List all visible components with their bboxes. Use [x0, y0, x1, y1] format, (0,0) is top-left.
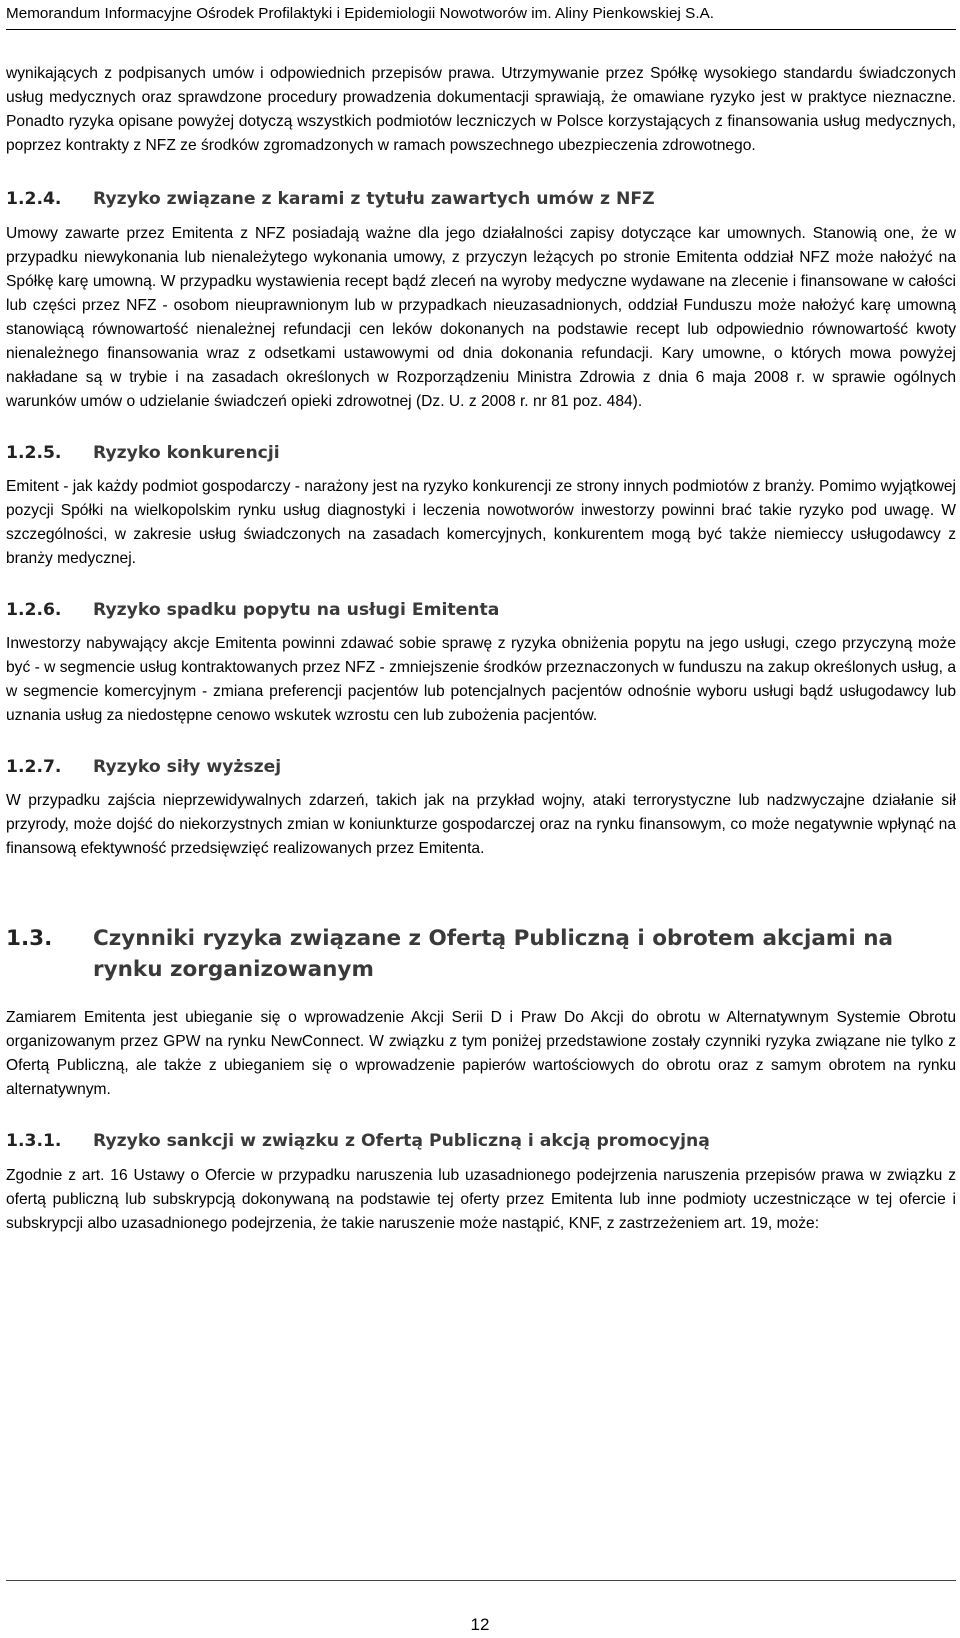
page-number: 12 — [470, 1615, 490, 1634]
section-title: Ryzyko konkurencji — [93, 443, 280, 463]
section-number: 1.3.1. — [6, 1131, 62, 1151]
section-number: 1.3. — [6, 926, 53, 951]
section-heading-1-2-7 — [6, 755, 956, 779]
section-text-1-2-4: Umowy zawarte przez Emitenta z NFZ posiadają ważne dla jego działalności zapisy dotyczące kar umownych. Stanowią one, że w przypadku niewykonania lub nienależytego wykonania umowy, z przyczyn leżących po stronie Emitenta oddział NFZ może nałożyć na Spółkę karę umowną. W przypadku wystawienia recept bądź zleceń na wyroby medyczne wydawane na zlecenie i finansowane w całości lub części przez NFZ - osobom nieuprawnionym lub w przypadkach nieuzasadnionych, oddział Funduszu może nałożyć karę umowną stanowiącą równowartość nienależnej refundacji cen leków dokonanych na podstawie recept lub odpowiednio równowartość kwoty nienależnego finansowania wraz z odsetkami ustawowymi od dnia dokonania refundacji. Kary umowne, o których mowa powyżej nakładane są w trybie i na zasadach określonych w Rozporządzeniu Ministra Zdrowia z dnia 6 maja 2008 r. w sprawie ogólnych warunków umów o udzielanie świadczeń opieki zdrowotnej (Dz. U. z 2008 r. nr 81 poz. 484). — [6, 225, 956, 410]
intro-paragraph: wynikających z podpisanych umów i odpowiednich przepisów prawa. Utrzymywanie przez Spółkę wysokiego standardu świadczonych usług medycznych oraz sprawdzone procedury prowadzenia dokumentacji sprawiają, że omawiane ryzyko jest w praktyce nieznaczne. Ponadto ryzyka opisane powyżej dotyczą wszystkich podmiotów leczniczych w Polsce korzystających z finansowania usług medycznych, poprzez kontrakty z NFZ ze środków zgromadzonych w ramach powszechnego ubezpieczenia zdrowotnego. — [6, 65, 956, 154]
section-number: 1.2.7. — [6, 757, 62, 777]
section-text-1-2-6: Inwestorzy nabywający akcje Emitenta powinni zdawać sobie sprawę z ryzyka obniżenia popytu na jego usługi, czego przyczyną może być - w segmencie usług kontraktowanych przez NFZ - zmniejszenie środków przeznaczonych w funduszu na zakup określonych usług, a w segmencie komercyjnym - zmiana preferencji pacjentów lub potencjalnych pacjentów odnośnie wyboru usługi bądź usługodawcy lub uznania usług za niedostępne cenowo wskutek wzrostu cen lub zubożenia pacjentów. — [6, 635, 956, 724]
section-heading-1-2-6 — [6, 598, 956, 622]
section-text-1-2-7: W przypadku zajścia nieprzewidywalnych zdarzeń, takich jak na przykład wojny, ataki terrorystyczne lub nadzwyczajne działanie sił przyrody, może dojść do niekorzystnych zmian w koniunkturze gospodarczej oraz na rynku finansowym, co może negatywnie wpłynąć na finansową efektywność przedsięwzięć realizowanych przez Emitenta. — [6, 792, 956, 857]
section-text-1-3: Zamiarem Emitenta jest ubieganie się o wprowadzenie Akcji Serii D i Praw Do Akcji do obrotu w Alternatywnym Systemie Obrotu organizowanym przez GPW na rynku NewConnect. W związku z tym poniżej przedstawione zostały czynniki ryzyka związane nie tylko z Ofertą Publiczną, ale także z ubieganiem się o wprowadzenie papierów wartościowych do obrotu oraz z samym obrotem na rynku alternatywnym. — [6, 1009, 956, 1098]
section-title: Ryzyko siły wyższej — [93, 757, 282, 777]
section-text-1-2-5: Emitent - jak każdy podmiot gospodarczy - narażony jest na ryzyko konkurencji ze strony innych podmiotów z branży. Pomimo wyjątkowej pozycji Spółki na wielkopolskim rynku usług diagnostyki i leczenia nowotworów inwestorzy powinni brać takie ryzyko pod uwagę. W szczególności, w zakresie usług świadczonych na zasadach komercyjnych, konkurentem mogą być także niemieccy usługodawcy z branży medycznej. — [6, 478, 956, 567]
section-title: Ryzyko związane z karami z tytułu zawartych umów z NFZ — [93, 189, 655, 209]
section-title: Ryzyko spadku popytu na usługi Emitenta — [93, 600, 500, 620]
section-number: 1.2.5. — [6, 443, 62, 463]
section-title: Ryzyko sankcji w związku z Ofertą Publiczną i akcją promocyjną — [93, 1131, 710, 1151]
section-heading-1-3 — [6, 923, 956, 985]
section-number: 1.2.6. — [6, 600, 62, 620]
section-heading-1-2-4 — [6, 187, 956, 211]
page-header — [0, 0, 960, 28]
section-number: 1.2.4. — [6, 189, 62, 209]
document-body — [6, 62, 956, 1236]
footer-divider — [6, 1580, 956, 1581]
document-title: Memorandum Informacyjne Ośrodek Profilaktyki i Epidemiologii Nowotworów im. Aliny Pienkowskiej S.A. — [6, 5, 715, 22]
section-heading-1-2-5 — [6, 441, 956, 465]
section-text-1-3-1: Zgodnie z art. 16 Ustawy o Ofercie w przypadku naruszenia lub uzasadnionego podejrzenia naruszenia przepisów prawa w związku z ofertą publiczną lub subskrypcją dokonywaną na podstawie tej oferty przez Emitenta lub inne podmioty uczestniczące w tej ofercie i subskrypcji albo uzasadnionego podejrzenia, że takie naruszenie może nastąpić, KNF, z zastrzeżeniem art. 19, może: — [6, 1167, 956, 1232]
section-title: Czynniki ryzyka związane z Ofertą Publiczną i obrotem akcjami na rynku zorganizowanym — [93, 926, 894, 982]
header-divider — [6, 29, 956, 30]
section-heading-1-3-1 — [6, 1129, 956, 1153]
